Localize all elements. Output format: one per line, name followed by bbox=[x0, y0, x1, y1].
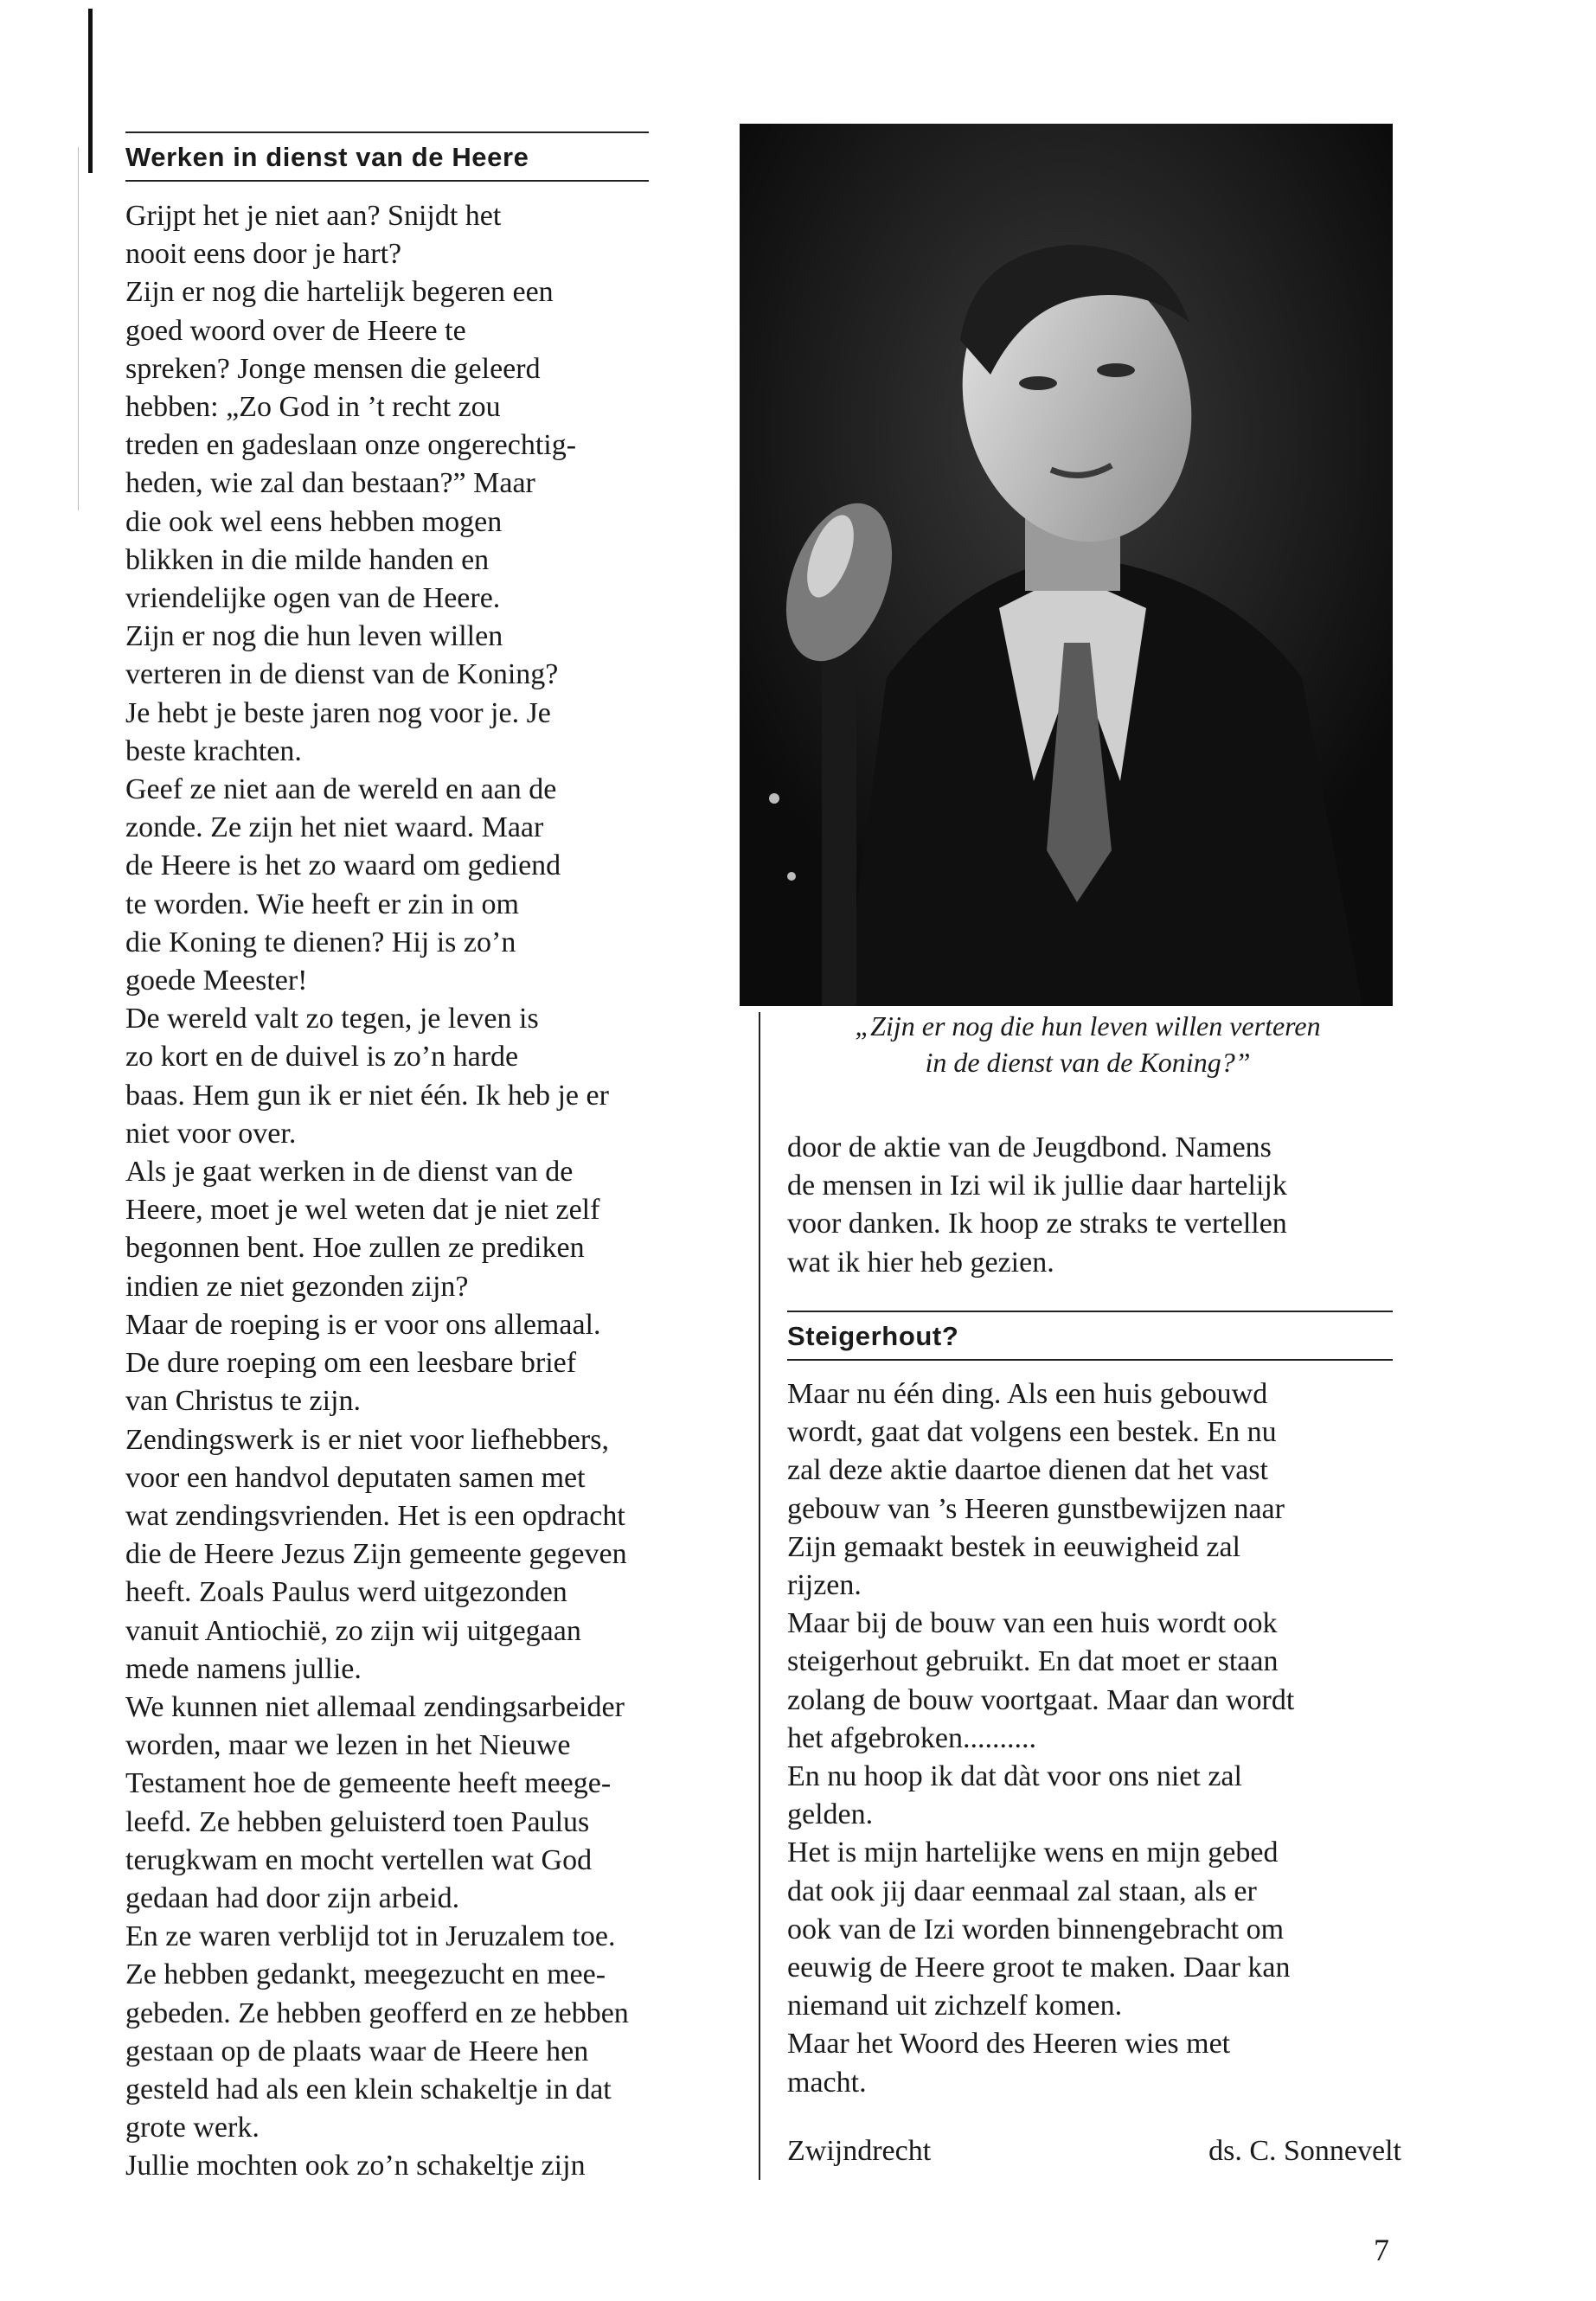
right-column-text-2 bbox=[787, 1375, 1401, 2102]
text-line: voor danken. Ik hoop ze straks te vertellen bbox=[787, 1208, 1287, 1240]
speaker-photo bbox=[740, 124, 1393, 1006]
text-line: die ook wel eens hebben mogen bbox=[125, 505, 503, 538]
photo-caption bbox=[774, 1008, 1401, 1080]
text-line: Zendingswerk is er niet voor liefhebbers, bbox=[125, 1423, 609, 1456]
text-line: Maar de roeping is er voor ons allemaal. bbox=[125, 1308, 601, 1341]
text-line: indien ze niet gezonden zijn? bbox=[125, 1270, 469, 1303]
text-line: vanuit Antiochië, zo zijn wij uitgegaan bbox=[125, 1614, 581, 1647]
page-number: 7 bbox=[1374, 2233, 1389, 2267]
text-line: worden, maar we lezen in het Nieuwe bbox=[125, 1729, 571, 1762]
text-line: Maar het Woord des Heeren wies met bbox=[787, 2028, 1231, 2061]
section-title-werken: Werken in dienst van de Heere bbox=[125, 133, 649, 182]
text-line: Geef ze niet aan de wereld en aan de bbox=[125, 773, 557, 806]
text-line: goede Meester! bbox=[125, 965, 308, 997]
text-line: De wereld valt zo tegen, je leven is bbox=[125, 1003, 539, 1035]
text-line: Zijn er nog die hartelijk begeren een bbox=[125, 276, 554, 309]
text-line: baas. Hem gun ik er niet één. Ik heb je er bbox=[125, 1079, 609, 1112]
text-line: zolang de bouw voortgaat. Maar dan wordt bbox=[787, 1683, 1295, 1716]
text-line: ook van de Izi worden binnengebracht om bbox=[787, 1913, 1285, 1945]
text-line: te worden. Wie heeft er zin in om bbox=[125, 888, 519, 920]
text-line: heden, wie zal dan bestaan?” Maar bbox=[125, 467, 535, 500]
text-line: Grijpt het je niet aan? Snijdt het bbox=[125, 200, 502, 232]
text-line: die de Heere Jezus Zijn gemeente gegeven bbox=[125, 1538, 627, 1571]
signoff-author: ds. C. Sonnevelt bbox=[1208, 2135, 1401, 2167]
text-line: En nu hoop ik dat dàt voor ons niet zal bbox=[787, 1760, 1242, 1793]
text-line: Testament hoe de gemeente heeft meege- bbox=[125, 1767, 612, 1800]
photo-caption-line: in de dienst van de Koning?” bbox=[925, 1047, 1251, 1078]
text-line: gelden. bbox=[787, 1798, 874, 1831]
text-line: niemand uit zichzelf komen. bbox=[787, 1990, 1123, 2022]
text-line: Het is mijn hartelijke wens en mijn gebed bbox=[787, 1836, 1279, 1869]
text-line: rijzen. bbox=[787, 1569, 862, 1602]
text-line: goed woord over de Heere te bbox=[125, 314, 466, 347]
text-line: door de aktie van de Jeugdbond. Namens bbox=[787, 1131, 1272, 1163]
text-line: Ze hebben gedankt, meegezucht en mee- bbox=[125, 1958, 606, 1991]
text-line: gebeden. Ze hebben geofferd en ze hebben bbox=[125, 1997, 629, 2029]
text-line: wordt, gaat dat volgens een bestek. En nu bbox=[787, 1416, 1277, 1449]
text-line: zal deze aktie daartoe dienen dat het vast bbox=[787, 1454, 1268, 1487]
text-line: het afgebroken.......... bbox=[787, 1721, 1036, 1754]
text-line: heeft. Zoals Paulus werd uitgezonden bbox=[125, 1576, 567, 1609]
text-line: Jullie mochten ook zo’n schakeltje zijn bbox=[125, 2150, 586, 2182]
text-line: gedaan had door zijn arbeid. bbox=[125, 1881, 460, 1914]
text-line: de mensen in Izi wil ik jullie daar hartelijk bbox=[787, 1170, 1287, 1202]
text-line: zonde. Ze zijn het niet waard. Maar bbox=[125, 811, 544, 844]
left-column-text bbox=[125, 197, 649, 2186]
text-line: de Heere is het zo waard om gediend bbox=[125, 849, 561, 882]
text-line: spreken? Jonge mensen die geleerd bbox=[125, 352, 541, 385]
text-line: Je hebt je beste jaren nog voor je. Je bbox=[125, 696, 551, 729]
right-column-text bbox=[787, 1129, 1401, 1282]
text-line: nooit eens door je hart? bbox=[125, 238, 402, 271]
text-line: blikken in die milde handen en bbox=[125, 543, 490, 576]
text-line: niet voor over. bbox=[125, 1117, 297, 1150]
text-line: zo kort en de duivel is zo’n harde bbox=[125, 1041, 519, 1074]
text-line: gestaan op de plaats waar de Heere hen bbox=[125, 2035, 589, 2067]
text-line: En ze waren verblijd tot in Jeruzalem toe. bbox=[125, 1920, 616, 1953]
text-line: grote werk. bbox=[125, 2112, 260, 2144]
left-column bbox=[125, 131, 649, 2186]
text-line: treden en gadeslaan onze ongerechtig- bbox=[125, 429, 577, 462]
text-line: beste krachten. bbox=[125, 734, 302, 767]
text-line: verteren in de dienst van de Koning? bbox=[125, 658, 559, 691]
text-line: steigerhout gebruikt. En dat moet er staan bbox=[787, 1645, 1279, 1678]
text-line: gesteld had als een klein schakeltje in dat bbox=[125, 2073, 612, 2106]
text-line: terugkwam en mocht vertellen wat God bbox=[125, 1843, 593, 1876]
signoff bbox=[787, 2135, 1401, 2178]
text-line: dat ook jij daar eenmaal zal staan, als er bbox=[787, 1875, 1257, 1907]
text-line: We kunnen niet allemaal zendingsarbeider bbox=[125, 1690, 625, 1723]
text-line: hebben: „Zo God in ’t recht zou bbox=[125, 391, 501, 424]
text-line: die Koning te dienen? Hij is zo’n bbox=[125, 926, 516, 958]
text-line: vriendelijke ogen van de Heere. bbox=[125, 582, 501, 615]
text-line: eeuwig de Heere groot te maken. Daar kan bbox=[787, 1952, 1291, 1984]
text-line: Heere, moet je wel weten dat je niet zelf bbox=[125, 1194, 600, 1227]
margin-line bbox=[78, 147, 79, 510]
photo-caption-line: „Zijn er nog die hun leven willen verteren bbox=[855, 1010, 1321, 1042]
text-line: gebouw van ’s Heeren gunstbewijzen naar bbox=[787, 1492, 1285, 1525]
text-line: voor een handvol deputaten samen met bbox=[125, 1461, 586, 1494]
text-line: Maar nu één ding. Als een huis gebouwd bbox=[787, 1378, 1268, 1410]
text-line: wat ik hier heb gezien. bbox=[787, 1246, 1054, 1279]
section-title-steigerhout: Steigerhout? bbox=[787, 1312, 1393, 1361]
text-line: begonnen bent. Hoe zullen ze prediken bbox=[125, 1232, 585, 1265]
section-steigerhout bbox=[787, 1311, 1393, 1361]
text-line: Maar bij de bouw van een huis wordt ook bbox=[787, 1607, 1278, 1640]
column-rule bbox=[759, 1012, 760, 2180]
text-line: De dure roeping om een leesbare brief bbox=[125, 1347, 577, 1380]
text-line: mede namens jullie. bbox=[125, 1652, 362, 1685]
text-line: wat zendingsvrienden. Het is een opdracht bbox=[125, 1499, 625, 1532]
text-line: Zijn gemaakt bestek in eeuwigheid zal bbox=[787, 1530, 1240, 1563]
margin-bar bbox=[88, 9, 93, 173]
text-line: macht. bbox=[787, 2066, 867, 2099]
signoff-place: Zwijndrecht bbox=[787, 2135, 932, 2167]
text-line: Als je gaat werken in de dienst van de bbox=[125, 1156, 574, 1189]
text-line: leefd. Ze hebben geluisterd toen Paulus bbox=[125, 1805, 590, 1838]
text-line: van Christus te zijn. bbox=[125, 1385, 361, 1418]
text-line: Zijn er nog die hun leven willen bbox=[125, 620, 503, 653]
